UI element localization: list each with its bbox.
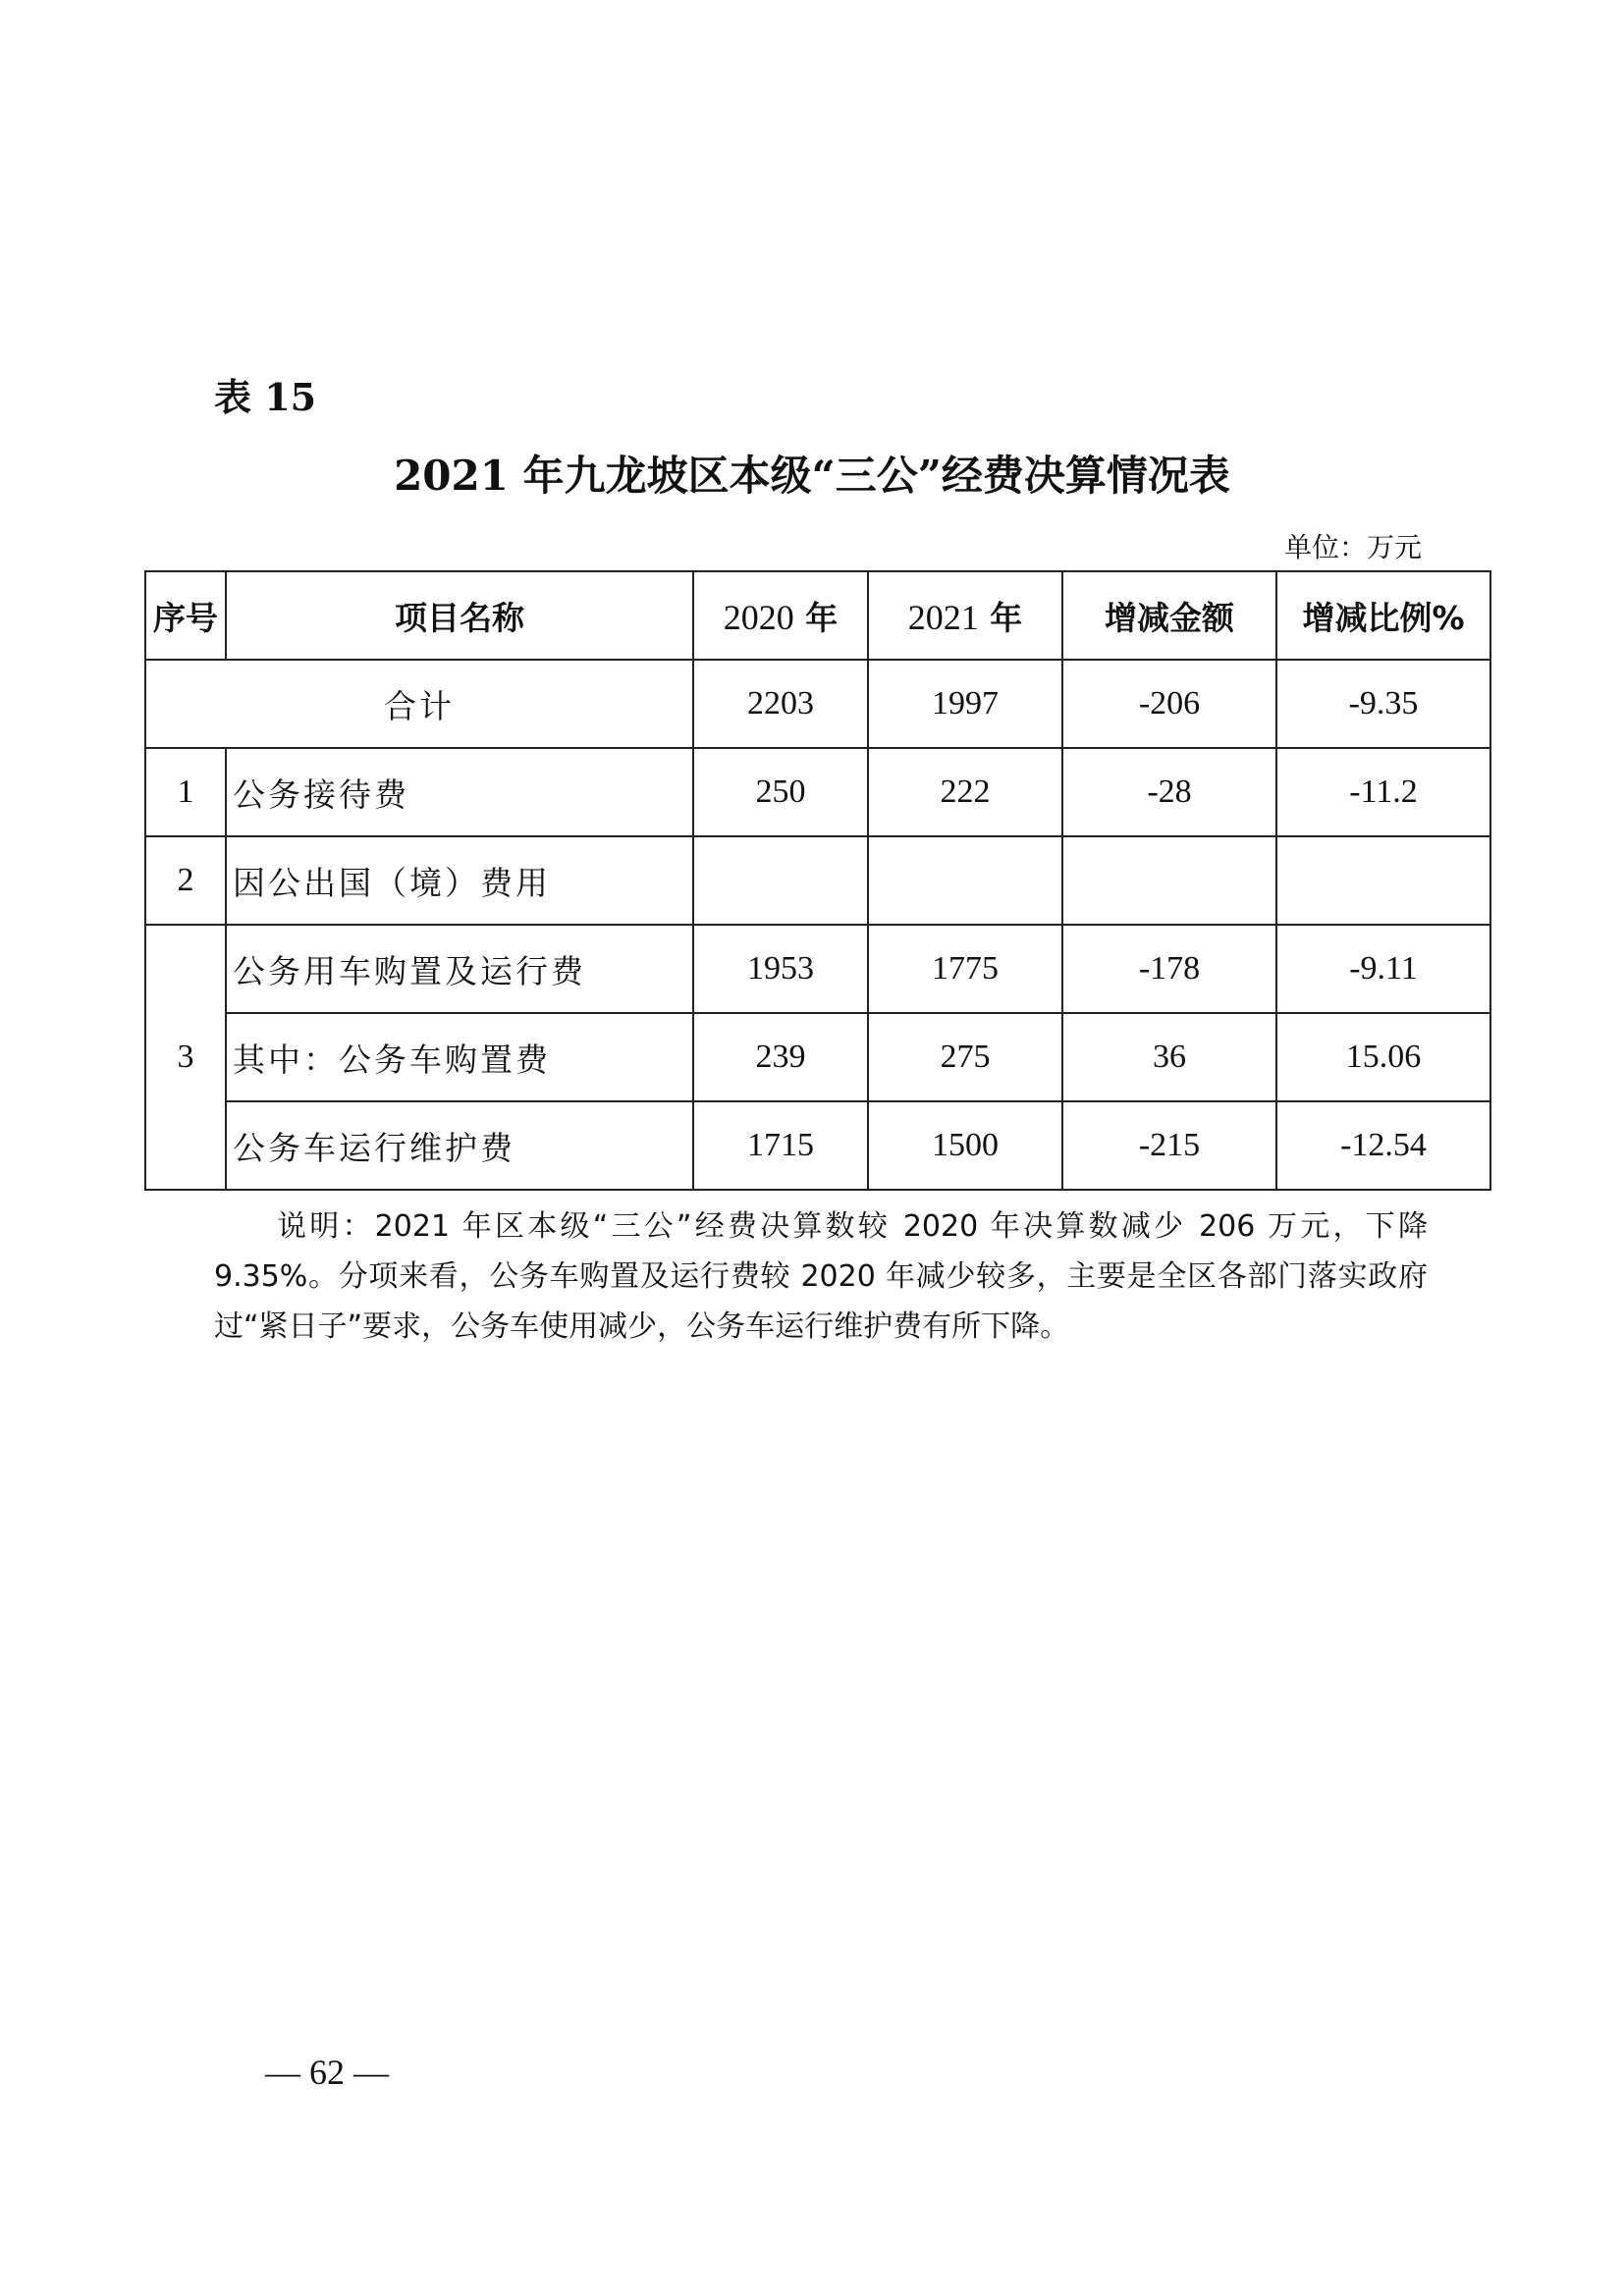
- row-2020: 1953: [693, 925, 868, 1013]
- total-2020: 2203: [693, 660, 868, 748]
- total-2021: 1997: [868, 660, 1062, 748]
- row-item-name: 公务用车购置及运行费: [226, 925, 693, 1013]
- document-title: 2021 年九龙坡区本级“三公”经费决算情况表: [394, 452, 1230, 500]
- header-year-2020: 2020 年: [693, 571, 868, 660]
- row-2021: 222: [868, 748, 1062, 836]
- total-change-percent: -9.35: [1276, 660, 1490, 748]
- header-item-name: 项目名称: [226, 571, 693, 660]
- row-change-percent: -11.2: [1276, 748, 1490, 836]
- row-change-percent: -9.11: [1276, 925, 1490, 1013]
- table-row: [145, 1101, 1490, 1190]
- row-2021: [868, 836, 1062, 925]
- table-row: [145, 748, 1490, 836]
- row-item-name: 因公出国（境）费用: [226, 836, 693, 925]
- row-change-amount: -28: [1062, 748, 1276, 836]
- note-text: 说明：2021 年区本级“三公”经费决算数较 2020 年决算数减少 206 万元，下降 9.35%。分项来看，公务车购置及运行费较 2020 年减少较多，主要是全区各部门落实政府过“紧日子”要求，公务车使用减少，公务车运行维护费有所下降。: [214, 1209, 1428, 1344]
- table-row: [145, 836, 1490, 925]
- row-2020: [693, 836, 868, 925]
- row-change-amount: 36: [1062, 1013, 1276, 1101]
- row-item-name: 其中：公务车购置费: [226, 1013, 693, 1101]
- header-change-percent: 增减比例%: [1276, 571, 1490, 660]
- row-2021: 1775: [868, 925, 1062, 1013]
- row-2020: 1715: [693, 1101, 868, 1190]
- table-label: 表 15: [214, 375, 317, 419]
- page-number: — 62 —: [265, 2053, 389, 2092]
- total-row: [145, 660, 1490, 748]
- header-change-amount: 增减金额: [1062, 571, 1276, 660]
- row-change-amount: -215: [1062, 1101, 1276, 1190]
- row-change-amount: [1062, 836, 1276, 925]
- row-change-percent: [1276, 836, 1490, 925]
- unit-note: 单位：万元: [1283, 531, 1422, 563]
- row-2020: 239: [693, 1013, 868, 1101]
- row-change-percent: 15.06: [1276, 1013, 1490, 1101]
- table-row: [145, 925, 1490, 1013]
- explanatory-note: [214, 1201, 1428, 1352]
- row-seq: 3: [145, 925, 226, 1190]
- row-2021: 275: [868, 1013, 1062, 1101]
- header-year-2021: 2021 年: [868, 571, 1062, 660]
- total-label: 合计: [145, 660, 693, 748]
- row-seq: 1: [145, 748, 226, 836]
- row-2020: 250: [693, 748, 868, 836]
- table-header-row: [145, 571, 1490, 660]
- row-item-name: 公务接待费: [226, 748, 693, 836]
- row-item-name: 公务车运行维护费: [226, 1101, 693, 1190]
- row-2021: 1500: [868, 1101, 1062, 1190]
- row-seq: 2: [145, 836, 226, 925]
- expense-table: [144, 570, 1491, 1191]
- row-change-amount: -178: [1062, 925, 1276, 1013]
- header-seq: 序号: [145, 571, 226, 660]
- row-change-percent: -12.54: [1276, 1101, 1490, 1190]
- table-row: [145, 1013, 1490, 1101]
- total-change-amount: -206: [1062, 660, 1276, 748]
